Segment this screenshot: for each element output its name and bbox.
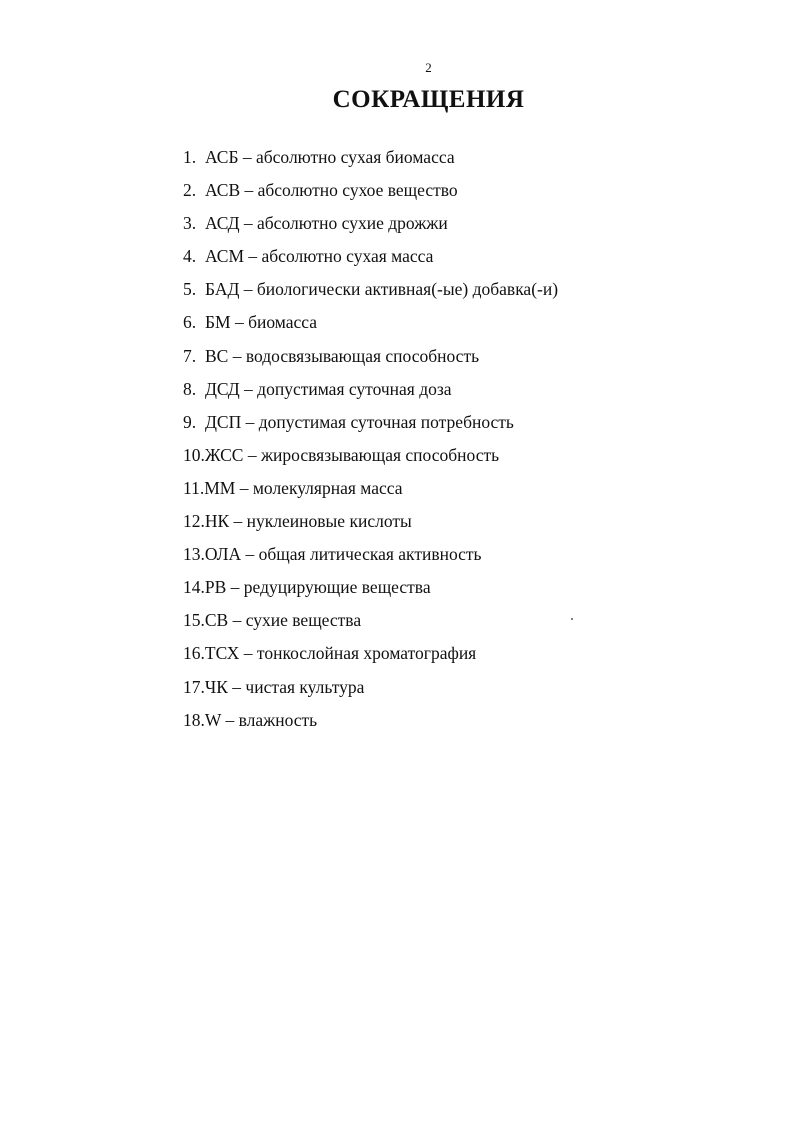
list-item-number: 17.: [183, 676, 205, 697]
list-item-number: 12.: [183, 511, 205, 532]
list-item-number: 18.: [183, 709, 205, 730]
list-item: [183, 672, 558, 705]
list-item-number: 7.: [183, 345, 197, 366]
list-item-number: 6.: [183, 312, 197, 333]
list-item-number: 11.: [183, 477, 205, 498]
list-item: [183, 440, 558, 473]
list-item-text: СВ – сухие вещества: [204, 610, 362, 631]
list-item-text: ММ – молекулярная масса: [204, 477, 403, 498]
list-item-text: АСД – абсолютно сухие дрожжи: [205, 213, 448, 234]
list-item: [183, 506, 558, 539]
list-item: [183, 638, 558, 671]
list-item-number: 9.: [183, 411, 197, 432]
list-item: [183, 473, 558, 506]
list-item: [183, 307, 558, 340]
list-item-text: БМ – биомасса: [205, 312, 318, 333]
list-item-number: 10.: [183, 444, 205, 465]
abbreviation-list: [183, 142, 558, 738]
list-item-text: ДСД – допустимая суточная доза: [205, 378, 452, 399]
list-item-text: ОЛА – общая литическая активность: [204, 544, 482, 565]
list-item-number: 15.: [183, 610, 205, 631]
list-item-text: ДСП – допустимая суточная потребность: [205, 411, 514, 432]
list-item: [183, 407, 558, 440]
list-item-number: 16.: [183, 643, 205, 664]
list-item: [183, 605, 558, 638]
list-item-text: БАД – биологически активная(-ые) добавка(-и): [205, 279, 559, 300]
list-item: [183, 274, 558, 307]
list-item-text: ВС – водосвязывающая способность: [205, 345, 480, 366]
list-item-text: ТСХ – тонкослойная хроматография: [204, 643, 477, 664]
list-item-text: НК – нуклеиновые кислоты: [204, 511, 412, 532]
list-item-text: W – влажность: [204, 709, 318, 730]
list-item-number: 14.: [183, 577, 205, 598]
page-number: 2: [425, 60, 432, 75]
list-item-number: 5.: [183, 279, 197, 300]
list-item: [183, 341, 558, 374]
list-item-text: РВ – редуцирующие вещества: [204, 577, 431, 598]
list-item: [183, 175, 558, 208]
list-item: [183, 572, 558, 605]
list-item-number: 8.: [183, 378, 197, 399]
list-item: [183, 539, 558, 572]
list-item: [183, 705, 558, 738]
list-item-number: 2.: [183, 180, 197, 201]
list-item-text: АСБ – абсолютно сухая биомасса: [205, 147, 455, 167]
list-item: [183, 208, 558, 241]
list-item-number: 1.: [183, 147, 197, 167]
list-item: [183, 374, 558, 407]
list-item-text: ЖСС – жиросвязывающая способность: [204, 444, 500, 465]
list-item-number: 3.: [183, 213, 197, 234]
list-item: [183, 142, 558, 175]
list-item-number: 4.: [183, 246, 197, 267]
list-item-text: АСМ – абсолютно сухая масса: [205, 246, 434, 267]
list-item-number: 13.: [183, 544, 205, 565]
list-item: [183, 241, 558, 274]
page-title: СОКРАЩЕНИЯ: [332, 86, 525, 113]
list-item-text: ЧК – чистая культура: [204, 676, 365, 697]
list-item-text: АСВ – абсолютно сухое вещество: [205, 180, 458, 201]
scan-speck: [571, 618, 573, 620]
